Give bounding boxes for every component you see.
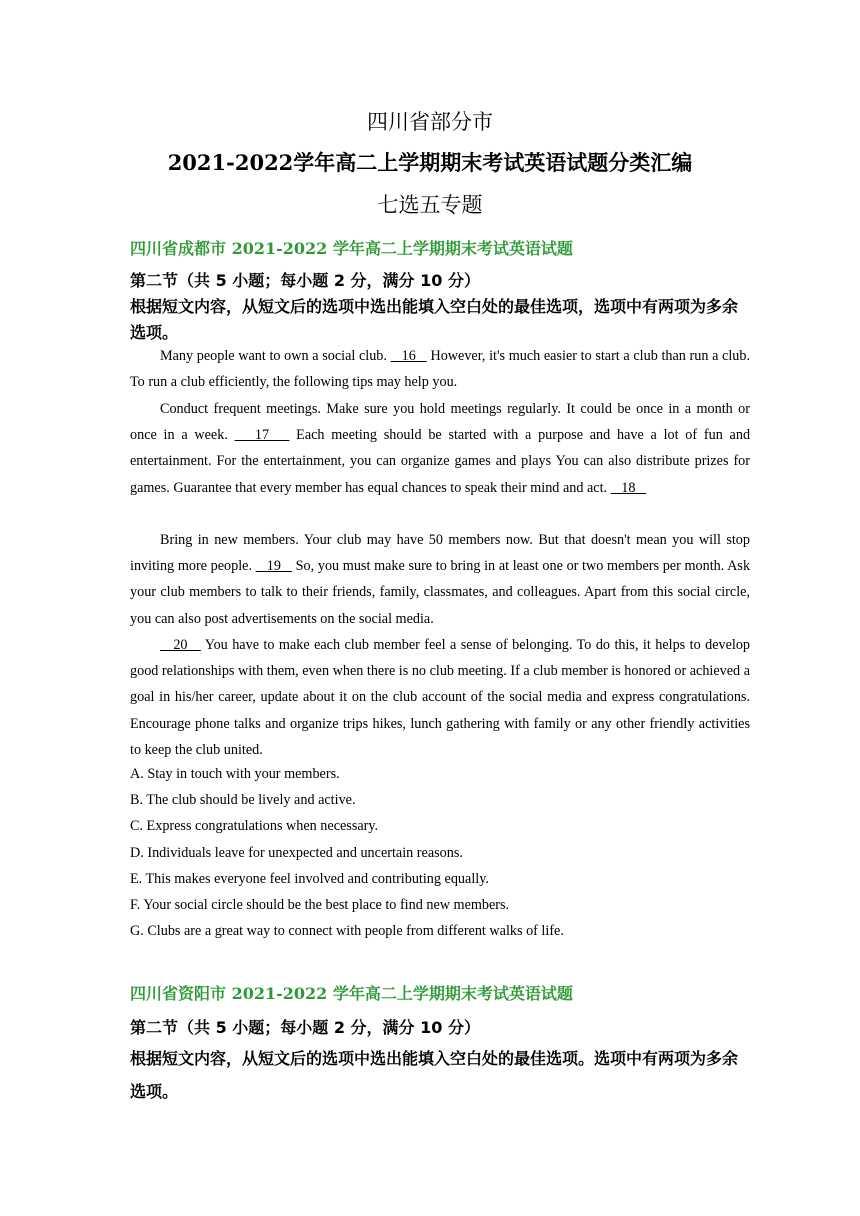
para3-text-b: So, you must make sure to bring in at least one or two members per month. Ask your club members to talk to their friends, family, classmates, and colleagues. Apart from this social circle, you can also post advertisements on the social media.: [130, 558, 751, 627]
blank-16: [391, 348, 427, 364]
passage-paragraph-2: [130, 396, 750, 501]
passage-paragraph-1: [130, 343, 750, 395]
option-g: G. Clubs are a great way to connect with people from different walks of life.: [130, 923, 564, 939]
blank-19-number: 19: [266, 558, 281, 575]
passage-paragraph-4: [130, 632, 750, 763]
blank-17: [235, 427, 290, 443]
section2-instruction: 根据短文内容，从短文后的选项中选出能填入空白处的最佳选项。选项中有两项为多余选项。: [130, 1049, 739, 1101]
blank-19: [256, 558, 292, 574]
blank-16-number: 16: [401, 348, 416, 364]
passage-paragraph-3: [130, 527, 750, 632]
option-d: D. Individuals leave for unexpected and uncertain reasons.: [130, 845, 463, 861]
doc-title-topic: 七选五专题: [377, 193, 483, 217]
para4-text-b: You have to make each club member feel a sense of belonging. To do this, it helps to develop good relationships with them, even when there is no club meeting. If a club member is honored or achieved a goal in his/her career, update about it on the club account of the social media and express congratulations. Encourage phone talks and organize trips hikes, lunch gathering with family or any other friendly activities to keep the club united.: [130, 637, 751, 758]
blank-18-number: 18: [621, 479, 636, 496]
blank-20: [160, 637, 201, 653]
option-b: B. The club should be lively and active.: [130, 792, 356, 808]
para1-text-a: Many people want to own a social club.: [160, 348, 387, 364]
doc-title-region: 四川省部分市: [367, 110, 493, 134]
option-f: F. Your social circle should be the best place to find new members.: [130, 897, 510, 913]
blank-17-number: 17: [254, 427, 270, 444]
blank-18: [611, 480, 646, 496]
section2-heading: 四川省资阳市 2021-2022 学年高二上学期期末考试英语试题: [130, 984, 573, 1003]
doc-title-main: 2021-2022学年高二上学期期末考试英语试题分类汇编: [167, 150, 693, 175]
blank-20-number: 20: [173, 637, 188, 653]
para2-text-a: Conduct frequent meetings. Make sure you hold meetings regularly. It could be once in a month or once in a week.: [130, 401, 750, 444]
option-e: E. This makes everyone feel involved and contributing equally.: [130, 871, 489, 887]
section2-part: 第二节（共 5 小题；每小题 2 分，满分 10 分）: [130, 1018, 480, 1037]
para3-text-a: Bring in new members. Your club may have 50 members now. But that doesn't mean you will stop inviting more people.: [130, 532, 750, 575]
section1-part: 第二节（共 5 小题；每小题 2 分，满分 10 分）: [130, 271, 480, 290]
section1-instruction: 根据短文内容，从短文后的选项中选出能填入空白处的最佳选项，选项中有两项为多余选项。: [130, 297, 739, 342]
option-a: A. Stay in touch with your members.: [130, 766, 340, 782]
section1-heading: 四川省成都市 2021-2022 学年高二上学期期末考试英语试题: [130, 239, 573, 258]
para2-text-b: Each meeting should be started with a purpose and have a lot of fun and entertainment. For the entertainment, you can organize games and plays You can also distribute prizes for games. Guarantee that every member has equal chances to speak their mind and act.: [130, 427, 751, 496]
para1-text-b: However, it's much easier to start a club than run a club. To run a club efficiently, the following tips may help you.: [130, 348, 751, 391]
option-c: C. Express congratulations when necessary.: [130, 818, 379, 834]
